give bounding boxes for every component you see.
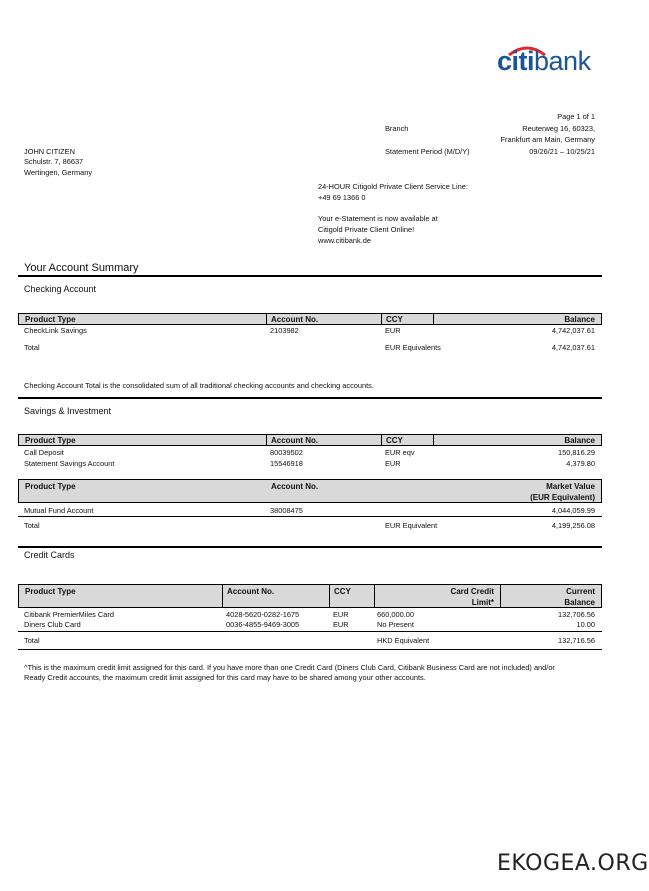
divider — [18, 546, 602, 548]
ccy-cell: EUR eqv — [385, 448, 415, 457]
statement-period-value: 09/26/21 – 10/25/21 — [529, 147, 595, 156]
ccy-cell: EUR — [385, 326, 401, 335]
savings-table-header — [18, 434, 602, 446]
credit-header-ccy: CCY — [334, 587, 351, 596]
balance-cell: 4,379.80 — [566, 459, 595, 468]
divider — [18, 275, 602, 277]
credit-section-title: Credit Cards — [24, 550, 75, 560]
service-phone: +49 69 1366 0 — [318, 193, 366, 202]
product-cell: Mutual Fund Account — [24, 506, 94, 515]
service-line-label: 24-HOUR Citigold Private Client Service Line: — [318, 182, 468, 191]
credit-header-limit2: Limit* — [471, 598, 494, 607]
product-cell: CheckLink Savings — [24, 326, 87, 335]
estatement-notice-2: Citigold Private Client Online! — [318, 225, 415, 234]
account-cell: 2103982 — [270, 326, 299, 335]
credit-header-product: Product Type — [25, 587, 76, 596]
branch-address-line2: Frankfurt am Main, Germany — [500, 135, 595, 144]
credit-note-line2: Ready Credit accounts, the maximum credit limit assigned for this card may have to be shared among your other accounts. — [24, 673, 426, 682]
citibank-logo — [497, 42, 601, 78]
checking-section-title: Checking Account — [24, 284, 97, 294]
balance-cell: 132,706.56 — [558, 610, 595, 619]
account-cell: 15546918 — [270, 459, 303, 468]
credit-total-label: Total — [24, 636, 40, 645]
checking-table-header — [18, 313, 602, 325]
divider — [18, 631, 602, 632]
savings-total-balance: 4,199,256.08 — [551, 521, 595, 530]
limit-cell: 660,000.00 — [377, 610, 414, 619]
credit-header-bal2: Balance — [564, 598, 595, 607]
fund-table-header — [18, 479, 602, 503]
page-number: Page 1 of 1 — [557, 112, 595, 121]
fund-header-mv1: Market Value — [546, 482, 595, 491]
savings-header-account: Account No. — [271, 436, 319, 445]
credit-total-balance: 132,716.56 — [558, 636, 595, 645]
credit-total-ccy: HKD Equivalent — [377, 636, 430, 645]
summary-title: Your Account Summary — [24, 262, 139, 274]
savings-header-balance: Balance — [564, 436, 595, 445]
ccy-cell: EUR — [333, 610, 349, 619]
checking-header-account: Account No. — [271, 315, 319, 324]
branch-label: Branch — [385, 124, 409, 133]
statement-period-label: Statement Period (M/D/Y) — [385, 147, 470, 156]
product-cell: Diners Club Card — [24, 620, 81, 629]
credit-header-bal1: Current — [566, 587, 595, 596]
product-cell: Citibank PremierMiles Card — [24, 610, 114, 619]
product-cell: Call Deposit — [24, 448, 64, 457]
credit-header-account: Account No. — [227, 587, 275, 596]
limit-cell: No Present — [377, 620, 414, 629]
checking-header-ccy: CCY — [386, 315, 403, 324]
checking-header-product: Product Type — [25, 315, 76, 324]
credit-header-limit1: Card Credit — [450, 587, 494, 596]
credit-table-header — [18, 584, 602, 608]
savings-total-ccy: EUR Equivalent — [385, 521, 438, 530]
branch-address-line1: Reuterweg 16, 60323, — [522, 124, 595, 133]
checking-total-balance: 4,742,037.61 — [551, 343, 595, 352]
watermark: EKOGEA.ORG — [497, 851, 649, 876]
customer-name: JOHN CITIZEN — [24, 147, 75, 156]
customer-street: Schulstr. 7, 86637 — [24, 157, 84, 166]
customer-city: Wertingen, Germany — [24, 168, 93, 177]
savings-total-label: Total — [24, 521, 40, 530]
ccy-cell: EUR — [333, 620, 349, 629]
website-link[interactable]: www.citibank.de — [318, 236, 371, 245]
divider — [18, 516, 602, 517]
checking-total-ccy: EUR Equivalents — [385, 343, 441, 352]
balance-cell: 4,742,037.61 — [551, 326, 595, 335]
divider — [18, 649, 602, 650]
account-cell: 4028-5620-0282-1675 — [226, 610, 300, 619]
credit-note-line1: ^This is the maximum credit limit assigned for this card. If you have more than one Credit Card (Diners Club Card, Citibank Business Card are not included) and/or — [24, 663, 555, 672]
ccy-cell: EUR — [385, 459, 401, 468]
balance-cell: 150,816.29 — [558, 448, 595, 457]
fund-header-mv2: (EUR Equivalent) — [530, 493, 595, 502]
savings-header-product: Product Type — [25, 436, 76, 445]
savings-header-ccy: CCY — [386, 436, 403, 445]
product-cell: Statement Savings Account — [24, 459, 115, 468]
logo-text-bank: bank — [534, 46, 591, 76]
checking-note: Checking Account Total is the consolidated sum of all traditional checking accounts and checking accounts. — [24, 381, 374, 390]
checking-total-label: Total — [24, 343, 40, 352]
savings-section-title: Savings & Investment — [24, 406, 112, 416]
account-cell: 80039502 — [270, 448, 303, 457]
logo-text-citi: citi — [497, 46, 535, 76]
account-cell: 38008475 — [270, 506, 303, 515]
balance-cell: 10.00 — [576, 620, 595, 629]
account-cell: 0036-4855-9469-3005 — [226, 620, 300, 629]
estatement-notice: Your e-Statement is now available at — [318, 214, 438, 223]
fund-header-product: Product Type — [25, 482, 76, 491]
fund-header-account: Account No. — [271, 482, 319, 491]
checking-header-balance: Balance — [564, 315, 595, 324]
divider — [18, 397, 602, 399]
value-cell: 4,044,059.99 — [551, 506, 595, 515]
